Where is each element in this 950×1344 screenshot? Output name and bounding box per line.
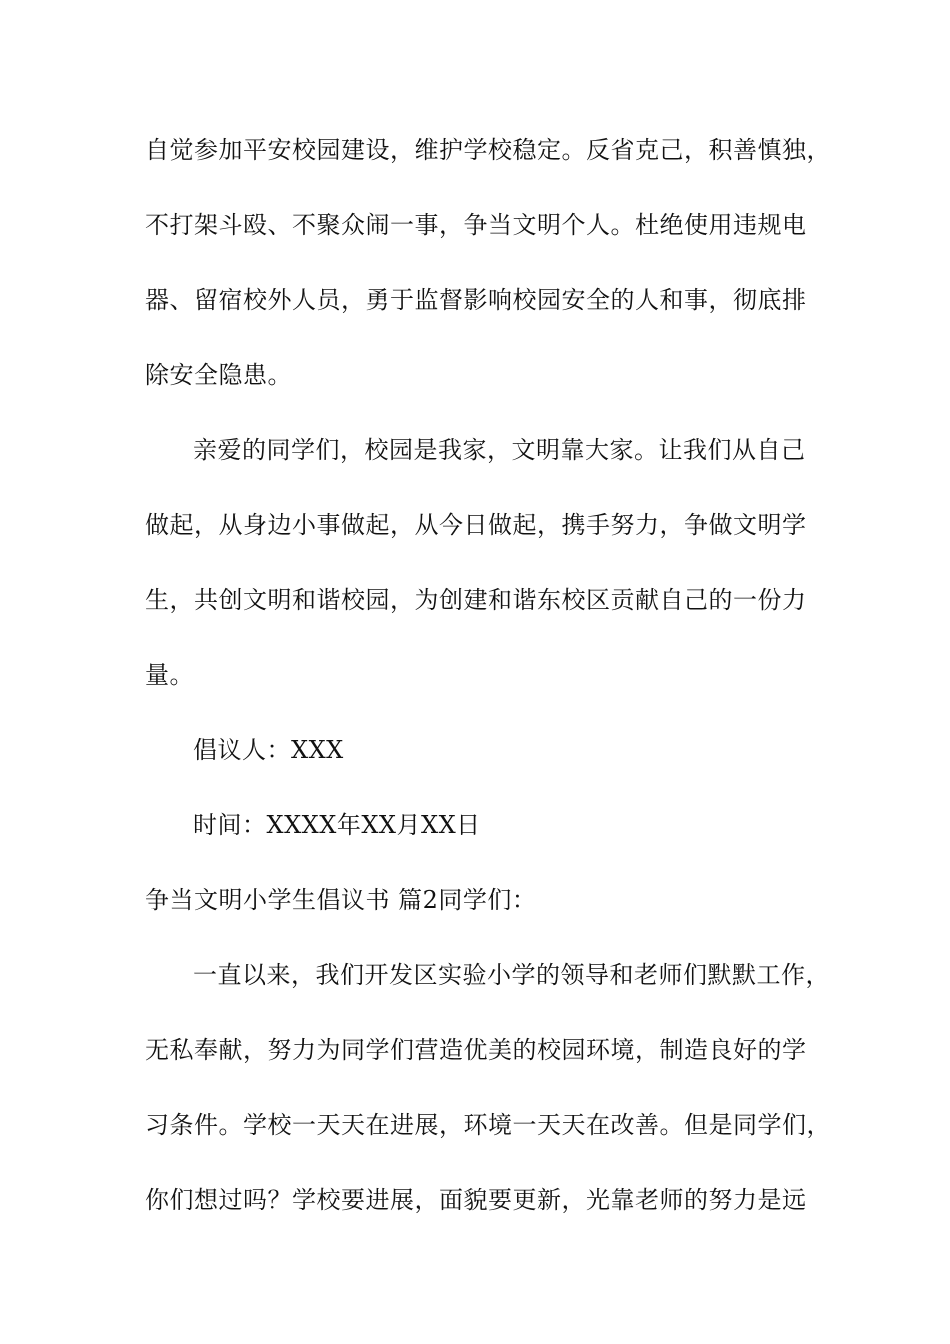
- date-line: 时间：XXXX年XX月XX日: [193, 811, 481, 839]
- section-heading: 争当文明小学生倡议书 篇2同学们：: [145, 886, 537, 914]
- text-line: 量。: [145, 661, 194, 689]
- text-line: 不打架斗殴、不聚众闹一事，争当文明个人。杜绝使用违规电: [145, 211, 807, 239]
- paragraph-start-line: 一直以来，我们开发区实验小学的领导和老师们默默工作，: [193, 961, 830, 989]
- text-line: 无私奉献，努力为同学们营造优美的校园环境，制造良好的学: [145, 1036, 807, 1064]
- text-line: 你们想过吗？学校要进展，面貌要更新，光靠老师的努力是远: [145, 1186, 807, 1214]
- text-line: 做起，从身边小事做起，从今日做起，携手努力，争做文明学: [145, 511, 807, 539]
- text-line: 自觉参加平安校园建设，维护学校稳定。反省克己，积善慎独，: [145, 136, 831, 164]
- text-line: 除安全隐患。: [145, 361, 292, 389]
- paragraph-start-line: 亲爱的同学们，校园是我家，文明靠大家。让我们从自己: [193, 436, 806, 464]
- proposer-line: 倡议人：XXX: [193, 736, 344, 764]
- text-line: 习条件。学校一天天在进展，环境一天天在改善。但是同学们，: [145, 1111, 831, 1139]
- text-line: 生，共创文明和谐校园，为创建和谐东校区贡献自己的一份力: [145, 586, 807, 614]
- text-line: 器、留宿校外人员，勇于监督影响校园安全的人和事，彻底排: [145, 286, 807, 314]
